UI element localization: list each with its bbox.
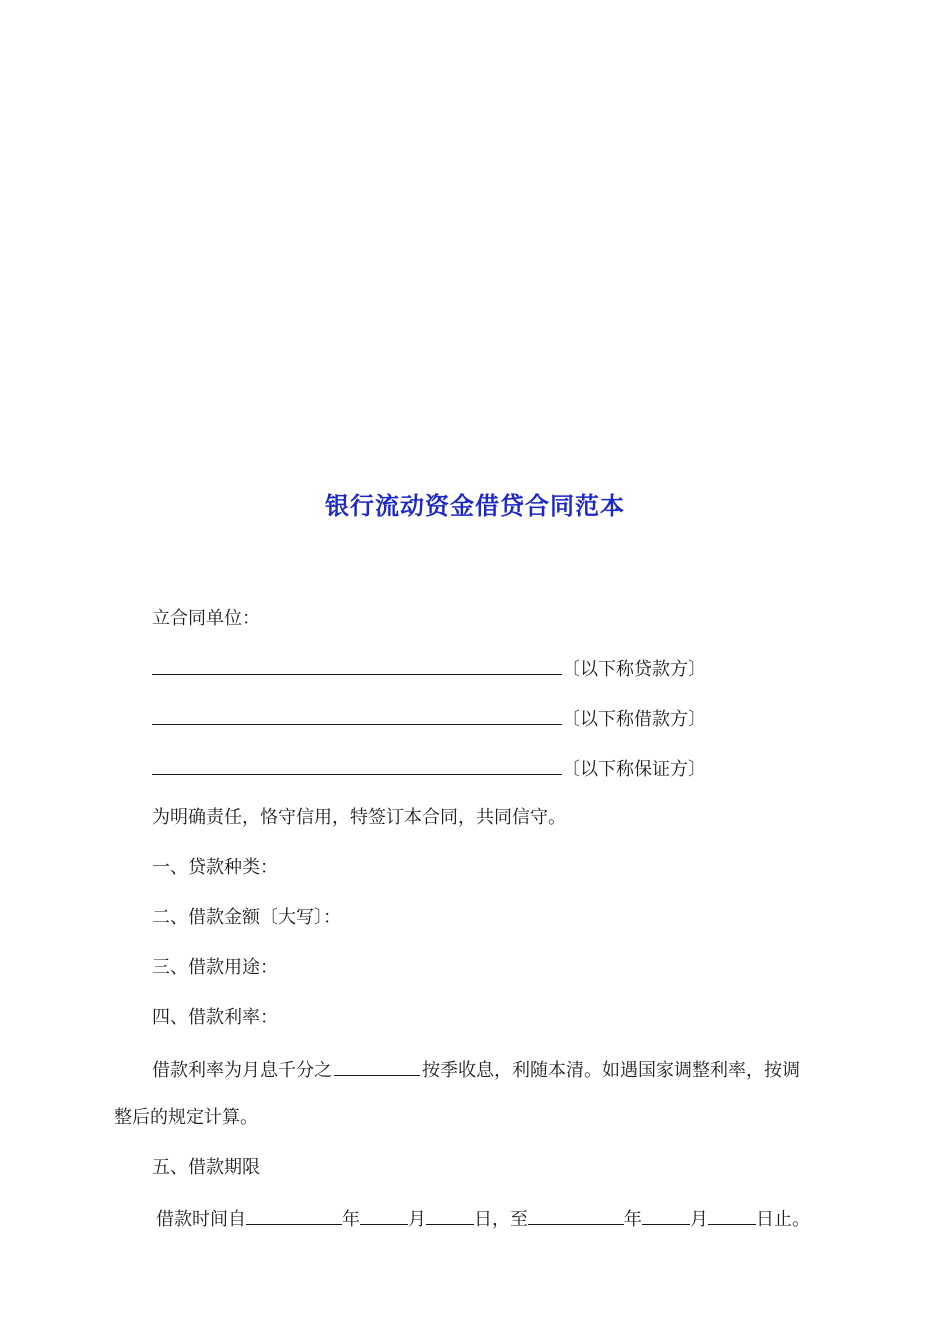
end-year-label: 年 (624, 1209, 642, 1230)
end-day-label: 日止。 (756, 1209, 810, 1230)
party-lender-label: 〔以下称贷款方〕 (562, 659, 706, 680)
start-year-label: 年 (342, 1209, 360, 1230)
borrower-name-blank[interactable] (152, 706, 562, 725)
section-loan-amount: 二、借款金额〔大写〕： (152, 907, 341, 928)
end-month-blank[interactable] (642, 1206, 690, 1225)
start-month-label: 月 (408, 1209, 426, 1230)
start-day-label: 日，至 (474, 1209, 528, 1230)
document-title: 银行流动资金借贷合同范本 (325, 491, 625, 520)
rate-continuation: 整后的规定计算。 (114, 1107, 258, 1128)
preamble: 为明确责任，恪守信用，特签订本合同，共同信守。 (152, 807, 566, 828)
parties-label: 立合同单位： (152, 608, 260, 629)
term-paragraph (156, 1206, 810, 1232)
party-guarantor-line (152, 756, 706, 782)
lender-name-blank[interactable] (152, 656, 562, 675)
guarantor-name-blank[interactable] (152, 756, 562, 775)
rate-blank[interactable] (334, 1057, 420, 1076)
section-loan-purpose: 三、借款用途： (152, 957, 278, 978)
start-month-blank[interactable] (360, 1206, 408, 1225)
section-loan-term: 五、借款期限 (152, 1157, 260, 1178)
section-interest-rate: 四、借款利率： (152, 1007, 278, 1028)
rate-suffix: 按季收息，利随本清。如遇国家调整利率，按调 (422, 1060, 800, 1081)
term-prefix: 借款时间自 (156, 1209, 246, 1230)
section-loan-type: 一、贷款种类： (152, 857, 278, 878)
end-year-blank[interactable] (528, 1206, 624, 1225)
party-borrower-line (152, 706, 706, 732)
party-lender-line (152, 656, 706, 682)
party-borrower-label: 〔以下称借款方〕 (562, 709, 706, 730)
rate-prefix: 借款利率为月息千分之 (152, 1060, 332, 1081)
start-day-blank[interactable] (426, 1206, 474, 1225)
start-year-blank[interactable] (246, 1206, 342, 1225)
rate-paragraph (152, 1057, 800, 1083)
end-month-label: 月 (690, 1209, 708, 1230)
party-guarantor-label: 〔以下称保证方〕 (562, 759, 706, 780)
end-day-blank[interactable] (708, 1206, 756, 1225)
